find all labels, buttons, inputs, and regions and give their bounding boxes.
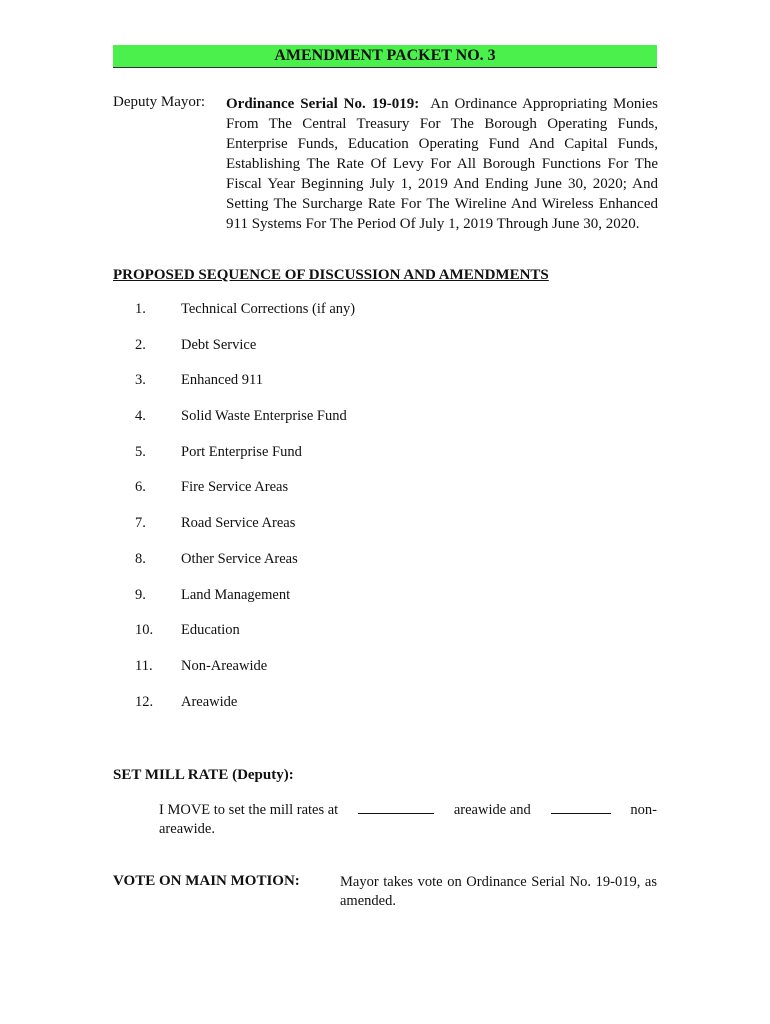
item-number: 4. (135, 408, 146, 425)
item-number: 5. (135, 443, 146, 460)
sponsor-label: Deputy Mayor: (113, 94, 206, 110)
item-number: 3. (135, 372, 146, 389)
item-label: Non-Areawide (181, 657, 268, 674)
item-label: Road Service Areas (181, 515, 296, 532)
item-label: Technical Corrections (if any) (181, 301, 356, 317)
item-label: Solid Waste Enterprise Fund (181, 408, 347, 425)
page-title: AMENDMENT PACKET NO. 3 (113, 45, 657, 68)
item-number: 2. (135, 336, 146, 353)
item-label: Enhanced 911 (181, 372, 264, 389)
item-label: Land Management (181, 586, 291, 603)
item-number: 1. (135, 301, 146, 317)
item-label: Fire Service Areas (181, 479, 289, 496)
ordinance-description: An Ordinance Appropriating Monies From The Central Treasury For The Borough Operating Funds, Enterprise Funds, Education Operating Fund And Capital Funds, Establishing The Rate Of Levy For All Borough Functions For The Fiscal Year Beginning July 1, 2019 And Ending June 30, 2020; And Setting The Surcharge Rate For The Wireline And Wireless Enhanced 911 Systems For The Period Of July 1, 2019 Through June 30, 2020. (226, 96, 658, 232)
mill-rate-motion (159, 801, 657, 839)
ordinance-block (226, 94, 658, 234)
item-label: Education (181, 622, 240, 639)
item-label: Areawide (181, 693, 238, 710)
item-number: 7. (135, 515, 146, 532)
areawide-rate-blank[interactable] (358, 801, 434, 814)
motion-text: I MOVE to set the mill rates at (159, 802, 339, 818)
ordinance-serial: Ordinance Serial No. 19-019: (226, 96, 420, 112)
item-number: 6. (135, 479, 146, 496)
item-number: 10. (135, 622, 154, 639)
item-label: Other Service Areas (181, 550, 298, 567)
item-number: 11. (135, 657, 153, 674)
mill-rate-heading: SET MILL RATE (Deputy): (113, 767, 294, 783)
motion-text: areawide and (453, 802, 531, 818)
item-number: 8. (135, 550, 146, 567)
item-number: 9. (135, 586, 146, 603)
sequence-heading: PROPOSED SEQUENCE OF DISCUSSION AND AMENDMENTS (113, 267, 549, 283)
item-label: Port Enterprise Fund (181, 443, 302, 460)
vote-text: Mayor takes vote on Ordinance Serial No. 19-019, as amended. (340, 874, 657, 909)
item-number: 12. (135, 693, 154, 710)
item-label: Debt Service (181, 336, 257, 353)
motion-text: non- (630, 802, 657, 818)
motion-text: areawide. (159, 821, 215, 837)
non-areawide-rate-blank[interactable] (551, 801, 611, 814)
vote-heading: VOTE ON MAIN MOTION: (113, 873, 300, 889)
